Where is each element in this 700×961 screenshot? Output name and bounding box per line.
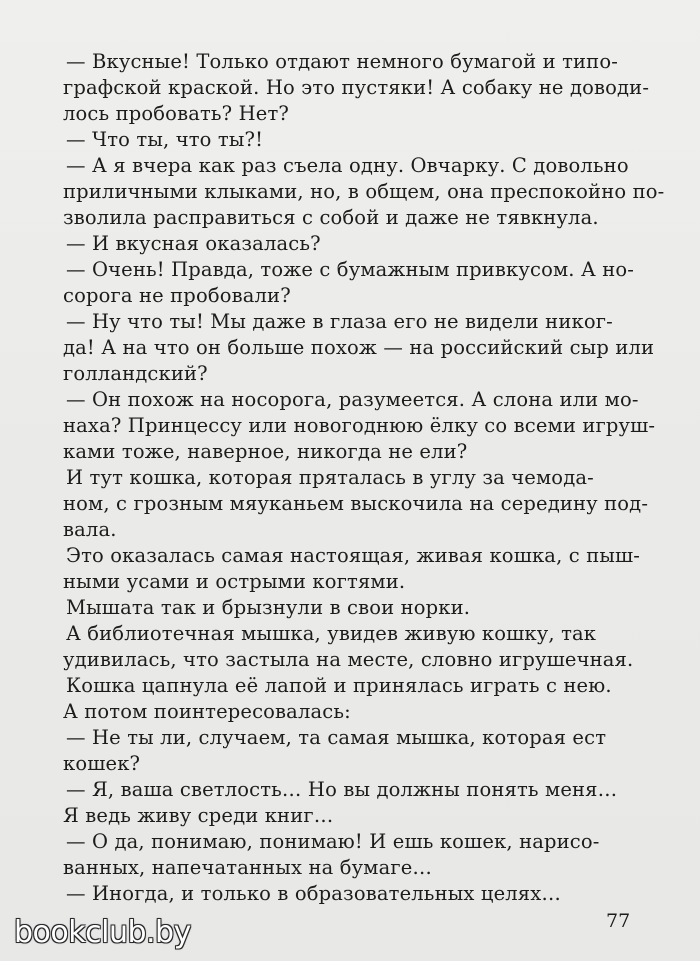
watermark: bookclub.by — [14, 915, 191, 950]
text-line: ванных, напечатанных на бумаге… — [63, 856, 433, 879]
text-line: А библиотечная мышка, увидев живую кошку, так — [66, 622, 597, 645]
text-line: ками тоже, наверное, никогда не ели? — [63, 440, 468, 463]
text-line: — О да, понимаю, понимаю! И ешь кошек, нарисо- — [66, 830, 600, 853]
text-line: да! А на что он больше похож — на российский сыр или — [63, 336, 655, 359]
text-line: — Очень! Правда, тоже с бумажным привкусом. А но- — [66, 258, 635, 281]
text-line: удивилась, что застыла на месте, словно игрушечная. — [63, 648, 634, 671]
text-line: Кошка цапнула её лапой и принялась играть с нею. — [66, 674, 612, 697]
text-line: — Я, ваша светлость… Но вы должны понять меня… — [66, 778, 618, 801]
text-line: Мышата так и брызнули в свои норки. — [66, 596, 471, 619]
text-line: И тут кошка, которая пряталась в углу за чемода- — [66, 466, 594, 489]
text-line: — И вкусная оказалась? — [66, 232, 321, 255]
text-line: — А я вчера как раз съела одну. Овчарку. С довольно — [66, 154, 629, 177]
text-line: — Что ты, что ты?! — [66, 128, 264, 151]
text-line: лось пробовать? Нет? — [63, 102, 290, 125]
text-line: вала. — [63, 518, 117, 541]
text-line: — Иногда, и только в образовательных целях… — [66, 882, 562, 905]
text-line: А потом поинтересовалась: — [63, 700, 351, 723]
text-line: Это оказалась самая настоящая, живая кошка, с пыш- — [66, 544, 641, 567]
text-line: зволила расправиться с собой и даже не тявкнула. — [63, 206, 599, 229]
text-line: — Он похож на носорога, разумеется. А слона или мо- — [66, 388, 639, 411]
text-line: наха? Принцессу или новогоднюю ёлку со всеми игруш- — [63, 414, 656, 437]
text-line: графской краской. Но это пустяки! А собаку не доводи- — [63, 76, 650, 99]
text-line: — Не ты ли, случаем, та самая мышка, которая ест — [66, 726, 607, 749]
text-line: — Вкусные! Только отдают немного бумагой и типо- — [66, 50, 618, 73]
text-line: — Ну что ты! Мы даже в глаза его не видели никог- — [66, 310, 613, 333]
text-line: голландский? — [63, 362, 208, 385]
text-line: приличными клыками, но, в общем, она преспокойно по- — [63, 180, 665, 203]
text-line: Я ведь живу среди книг… — [63, 804, 334, 827]
text-line: ными усами и острыми когтями. — [63, 570, 406, 593]
text-line: ном, с грозным мяуканьем выскочила на середину под- — [63, 492, 649, 515]
text-line: сорога не пробовали? — [63, 284, 291, 307]
page-number: 77 — [606, 910, 631, 932]
text-line: кошек? — [63, 752, 141, 775]
